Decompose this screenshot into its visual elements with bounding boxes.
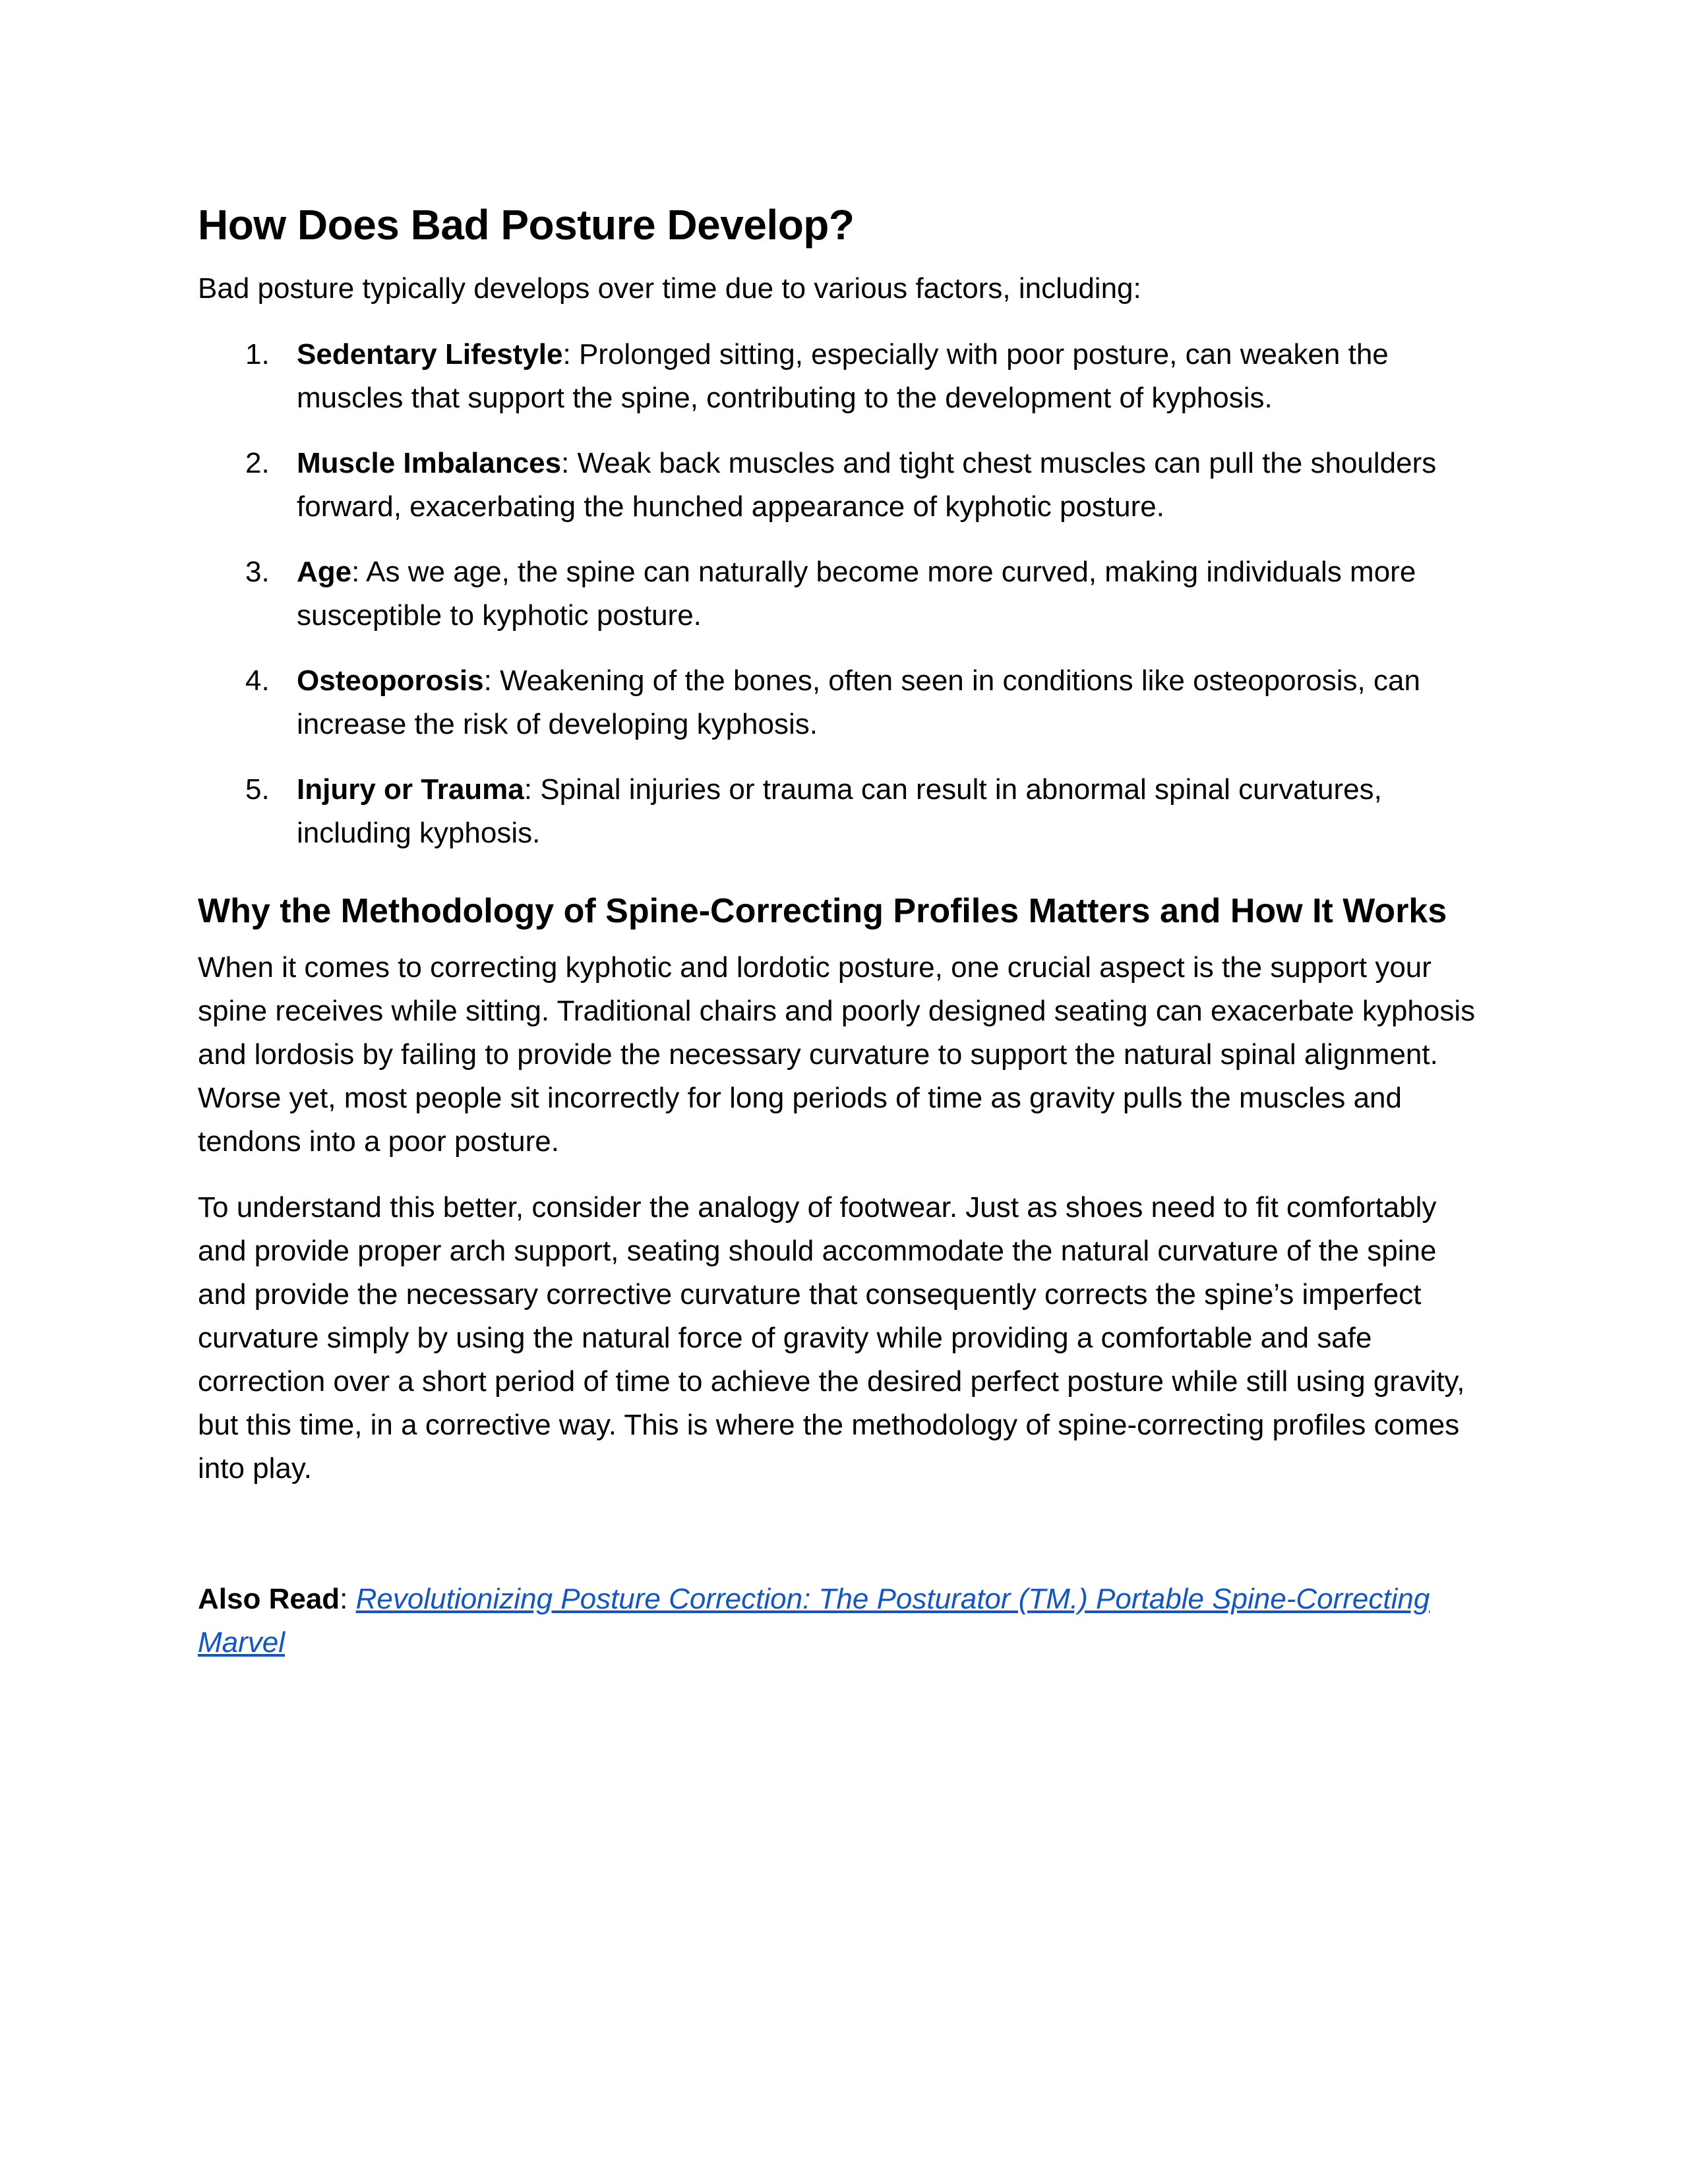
list-term: Muscle Imbalances <box>297 447 562 480</box>
also-read-label: Also Read <box>198 1582 340 1615</box>
list-term: Sedentary Lifestyle <box>297 338 563 371</box>
spacer <box>198 1513 1490 1578</box>
support-paragraph: When it comes to correcting kyphotic and lordotic posture, one crucial aspect is the support your spine receives while sitting. Traditional chairs and poorly designed seating can exacerbate kyphosis and lordosis by failing to provide the necessary curvature to support the natural spinal alignment. Worse yet, most people sit incorrectly for long periods of time as gravity pulls the muscles and tendons into a poor posture. <box>198 951 1476 1158</box>
list-text: : As we age, the spine can naturally become more curved, making individuals more susceptible to kyphotic posture. <box>297 556 1416 632</box>
list-item <box>198 659 1490 746</box>
list-item <box>198 768 1490 855</box>
list-number: 3. <box>245 556 270 589</box>
list-term: Osteoporosis <box>297 664 484 697</box>
list-item <box>198 550 1490 637</box>
list-number: 4. <box>245 664 270 697</box>
document-page <box>198 198 1490 1665</box>
also-read <box>198 1578 1490 1665</box>
list-text: : Weakening of the bones, often seen in conditions like osteoporosis, can increase the risk of developing kyphosis. <box>297 664 1420 741</box>
footwear-analogy-paragraph: To understand this better, consider the analogy of footwear. Just as shoes need to fit comfortably and provide proper arch support, seating should accommodate the natural curvature of the spine and provide the necessary corrective curvature that consequently corrects the spine’s imperfect curvature simply by using the natural force of gravity while providing a comfortable and safe correction over a short period of time to achieve the desired perfect posture while still using gravity, but this time, in a corrective way. This is where the methodology of spine-correcting profiles comes into play. <box>198 1191 1465 1485</box>
also-read-separator: : <box>340 1582 356 1615</box>
list-item <box>198 442 1490 529</box>
intro-paragraph: Bad posture typically develops over time due to various factors, including: <box>198 272 1141 305</box>
list-number: 1. <box>245 338 270 371</box>
list-number: 5. <box>245 773 270 806</box>
list-text: : Prolonged sitting, especially with poor posture, can weaken the muscles that support the spine, contributing to the development of kyphosis. <box>297 338 1389 415</box>
list-number: 2. <box>245 447 270 480</box>
list-item <box>198 333 1490 420</box>
list-term: Age <box>297 556 352 589</box>
also-read-link[interactable]: Revolutionizing Posture Correction: The Posturator (TM.) Portable Spine-Correcting Marvel <box>198 1582 1430 1659</box>
list-text: : Weak back muscles and tight chest muscles can pull the shoulders forward, exacerbating the hunched appearance of kyphotic posture. <box>297 447 1437 523</box>
page-title: How Does Bad Posture Develop? <box>198 201 855 249</box>
section-heading: Why the Methodology of Spine-Correcting Profiles Matters and How It Works <box>198 892 1447 931</box>
list-text: : Spinal injuries or trauma can result in abnormal spinal curvatures, including kyphosis. <box>297 773 1382 850</box>
list-term: Injury or Trauma <box>297 773 524 806</box>
factors-list <box>198 333 1490 855</box>
